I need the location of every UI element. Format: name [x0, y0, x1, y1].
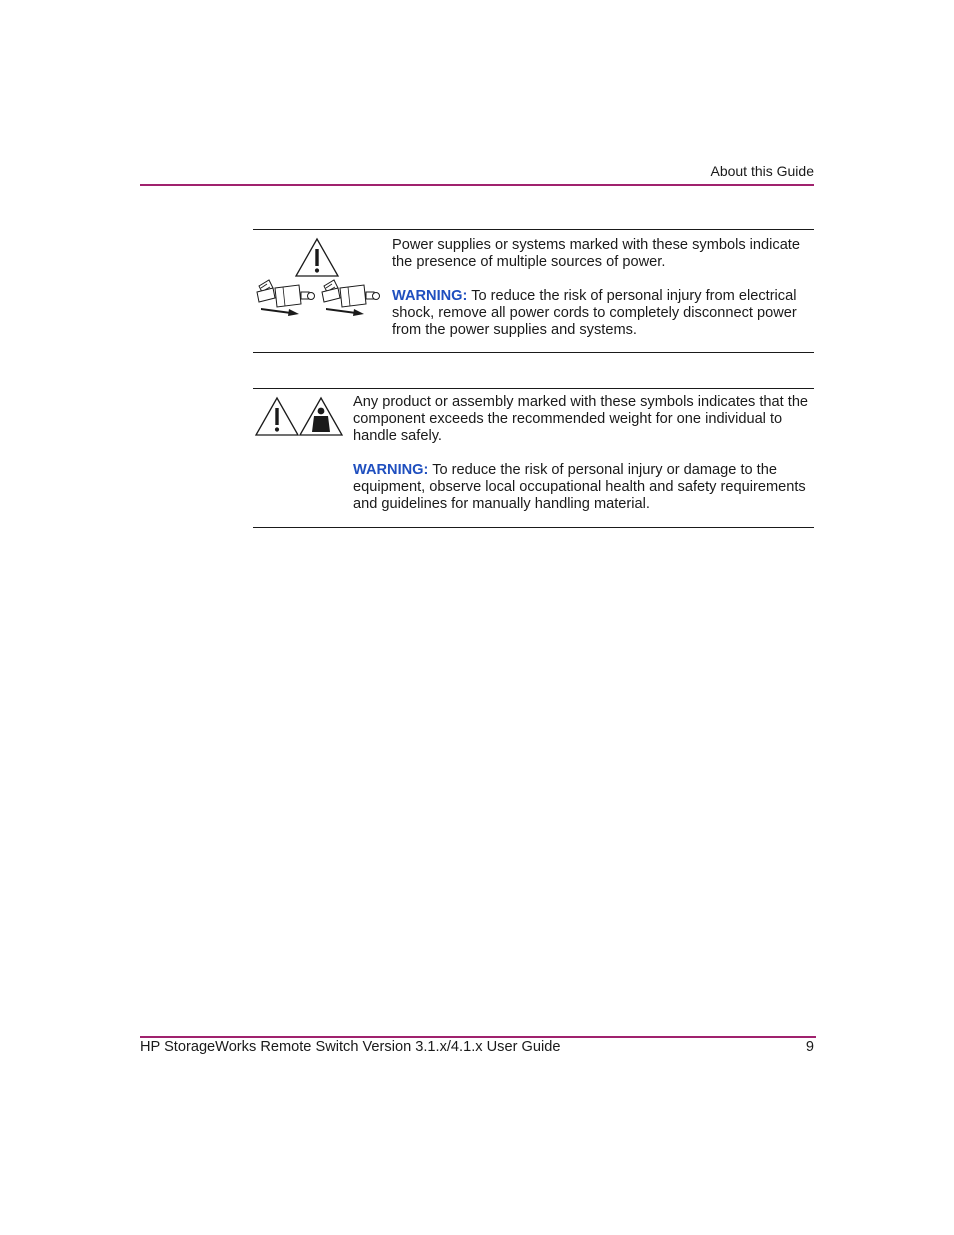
notice-text [392, 237, 814, 356]
notice-multiple-power-sources [253, 229, 814, 353]
warning-text: To reduce the risk of personal injury from electrical shock, remove all power cords to completely disconnect power from the power supplies and systems. [392, 288, 797, 338]
footer-rule [140, 1036, 816, 1038]
heavy-weight-icon [300, 398, 342, 435]
warning-paragraph [353, 462, 813, 513]
page-number: 9 [805, 1039, 814, 1055]
power-symbols [253, 230, 388, 330]
weight-symbols [253, 389, 348, 449]
notice-text [353, 394, 813, 530]
warning-triangle-icon [256, 398, 298, 435]
warning-triangle-icon [296, 239, 338, 276]
notice-description: Power supplies or systems marked with these symbols indicate the presence of multiple sources of power. [392, 237, 800, 270]
notice-description: Any product or assembly marked with these symbols indicates that the component exceeds the recommended weight for one individual to handle safely. [353, 394, 809, 444]
warning-paragraph [392, 288, 814, 339]
power-cord-icon [322, 280, 380, 316]
footer-document-title: HP StorageWorks Remote Switch Version 3.1.x/4.1.x User Guide [140, 1039, 561, 1055]
running-header: About this Guide [710, 163, 814, 179]
power-cord-icon [257, 280, 315, 316]
notice-icons [253, 230, 388, 335]
notice-heavy-weight [253, 388, 814, 528]
header-rule [140, 184, 814, 186]
warning-label: WARNING: [392, 288, 468, 304]
notice-icons [253, 389, 348, 454]
warning-text: To reduce the risk of personal injury or damage to the equipment, observe local occupational health and safety requirements and guidelines for manually handling material. [353, 462, 806, 512]
warning-label: WARNING: [353, 462, 429, 478]
